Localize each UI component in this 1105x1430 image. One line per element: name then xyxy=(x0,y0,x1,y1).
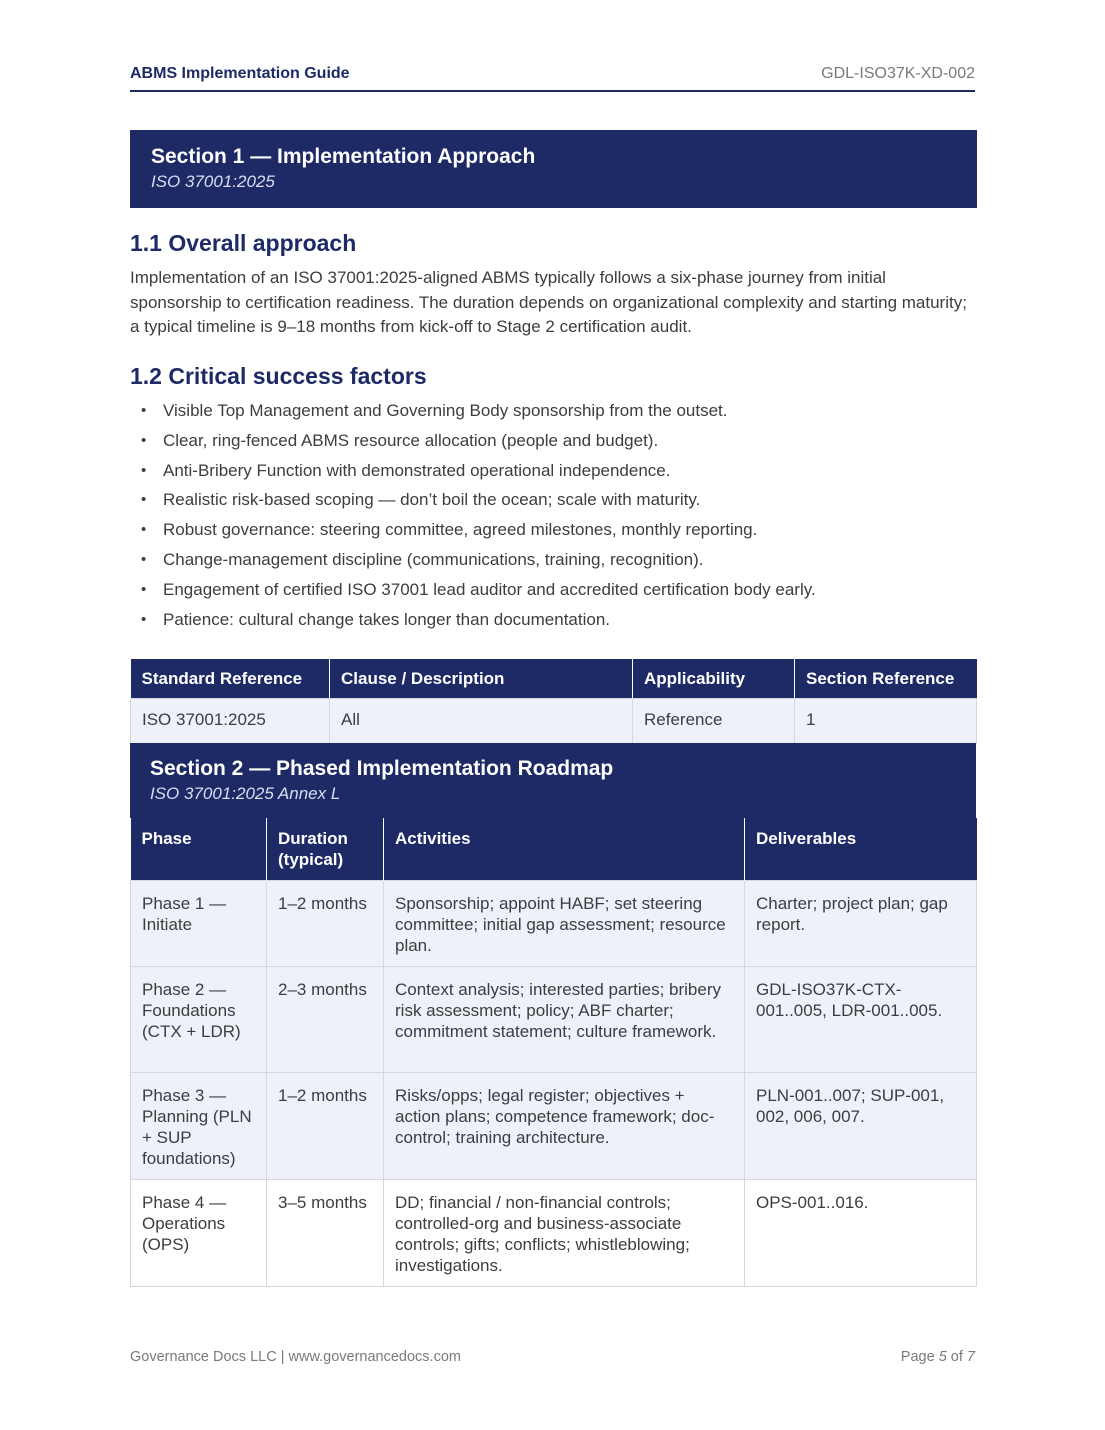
section-1-banner xyxy=(130,130,977,208)
section-2-title: Section 2 — Phased Implementation Roadmap xyxy=(150,757,614,780)
list-item xyxy=(130,487,976,517)
table-cell: Phase 4 — Operations (OPS) xyxy=(131,1179,267,1286)
table-row xyxy=(131,698,977,743)
running-header xyxy=(130,64,975,92)
table-header-row xyxy=(131,818,977,880)
table-row xyxy=(131,1179,977,1286)
bullet-icon: • xyxy=(141,491,147,509)
table-cell: 1–2 months xyxy=(267,880,384,966)
list-item-text: Visible Top Management and Governing Body sponsorship from the outset. xyxy=(163,401,728,420)
list-item-text: Patience: cultural change takes longer than documentation. xyxy=(163,609,611,629)
footer-company: Governance Docs LLC | www.governancedocs.com xyxy=(130,1349,461,1365)
table-cell: 1 xyxy=(795,698,977,743)
table-cell: Risks/opps; legal register; objectives + action plans; competence framework; doc-control; training architecture. xyxy=(384,1072,745,1179)
section-1-subtitle: ISO 37001:2025 xyxy=(151,172,275,191)
bullet-icon: • xyxy=(141,461,147,479)
table-cell: PLN-001..007; SUP-001, 002, 006, 007. xyxy=(745,1072,977,1179)
list-item-text: Change-management discipline (communications, training, recognition). xyxy=(163,549,704,569)
list-item-text: Clear, ring-fenced ABMS resource allocation (people and budget). xyxy=(163,430,659,450)
table-cell: 3–5 months xyxy=(267,1179,384,1286)
bullet-icon: • xyxy=(141,580,147,598)
list-item xyxy=(130,547,976,577)
standard-reference-table xyxy=(130,659,977,744)
list-item-text: Robust governance: steering committee, agreed milestones, monthly reporting. xyxy=(163,520,758,540)
list-item-text: Realistic risk-based scoping — don’t boil the ocean; scale with maturity. xyxy=(163,490,701,510)
table-cell: Phase 3 — Planning (PLN + SUP foundations) xyxy=(131,1072,267,1179)
phased-roadmap-table xyxy=(130,818,977,1287)
table-cell: DD; financial / non-financial controls; controlled-org and business-associate controls; gifts; conflicts; whistleblowing; investigations. xyxy=(384,1179,745,1286)
table-cell: Phase 1 — Initiate xyxy=(131,880,267,966)
table-cell: ISO 37001:2025 xyxy=(131,698,330,743)
document-title: ABMS Implementation Guide xyxy=(130,65,350,82)
table-cell: GDL-ISO37K-CTX-001..005, LDR-001..005. xyxy=(745,966,977,1072)
list-item-text: Anti-Bribery Function with demonstrated operational independence. xyxy=(163,460,671,480)
page-total: 7 xyxy=(966,1349,975,1365)
document-id: GDL-ISO37K-XD-002 xyxy=(821,65,975,82)
column-header: Duration (typical) xyxy=(267,818,384,880)
page-label: Page xyxy=(900,1349,935,1365)
bullet-icon: • xyxy=(141,521,147,539)
table-cell: 2–3 months xyxy=(267,966,384,1072)
list-item xyxy=(130,428,976,458)
section-2-banner xyxy=(130,743,976,818)
column-header: Deliverables xyxy=(745,818,977,880)
page-current: 5 xyxy=(938,1349,947,1365)
table-cell: Charter; project plan; gap report. xyxy=(745,880,977,966)
footer-page-number xyxy=(901,1349,975,1365)
bullet-icon: • xyxy=(141,431,147,449)
column-header: Activities xyxy=(384,818,745,880)
table-cell: 1–2 months xyxy=(267,1072,384,1179)
table-cell: OPS-001..016. xyxy=(745,1179,977,1286)
bullet-icon: • xyxy=(141,402,147,419)
list-item xyxy=(130,517,976,547)
table-cell: All xyxy=(330,698,633,743)
section-1-title: Section 1 — Implementation Approach xyxy=(151,145,536,168)
table-cell: Sponsorship; appoint HABF; set steering committee; initial gap assessment; resource plan. xyxy=(384,880,745,966)
column-header: Phase xyxy=(131,818,267,880)
bullet-icon: • xyxy=(141,610,147,628)
column-header: Clause / Description xyxy=(330,659,633,698)
critical-success-factors-list xyxy=(130,398,976,636)
list-item-text: Engagement of certified ISO 37001 lead auditor and accredited certification body early. xyxy=(163,579,816,599)
column-header: Standard Reference xyxy=(131,659,330,698)
heading-critical-success-factors: 1.2 Critical success factors xyxy=(130,363,427,389)
list-item xyxy=(130,458,976,488)
column-header: Section Reference xyxy=(795,659,977,698)
overall-approach-text: Implementation of an ISO 37001:2025-aligned ABMS typically follows a six-phase journey from initial sponsorship to certification readiness. The duration depends on organizational complexity and starting maturity; a typical timeline is 9–18 months from kick-off to Stage 2 certification audit. xyxy=(130,268,967,336)
section-2-subtitle: ISO 37001:2025 Annex L xyxy=(150,784,341,803)
bullet-icon: • xyxy=(141,550,147,568)
of-label: of xyxy=(950,1349,963,1365)
list-item xyxy=(130,577,976,607)
table-header-row xyxy=(131,659,977,698)
table-cell: Reference xyxy=(633,698,795,743)
table-row xyxy=(131,966,977,1072)
table-cell: Phase 2 — Foundations (CTX + LDR) xyxy=(131,966,267,1072)
heading-overall-approach: 1.1 Overall approach xyxy=(130,230,357,256)
list-item xyxy=(130,398,976,428)
list-item xyxy=(130,607,976,637)
column-header: Applicability xyxy=(633,659,795,698)
table-row xyxy=(131,880,977,966)
table-row xyxy=(131,1072,977,1179)
table-cell: Context analysis; interested parties; bribery risk assessment; policy; ABF charter; commitment statement; culture framework. xyxy=(384,966,745,1072)
